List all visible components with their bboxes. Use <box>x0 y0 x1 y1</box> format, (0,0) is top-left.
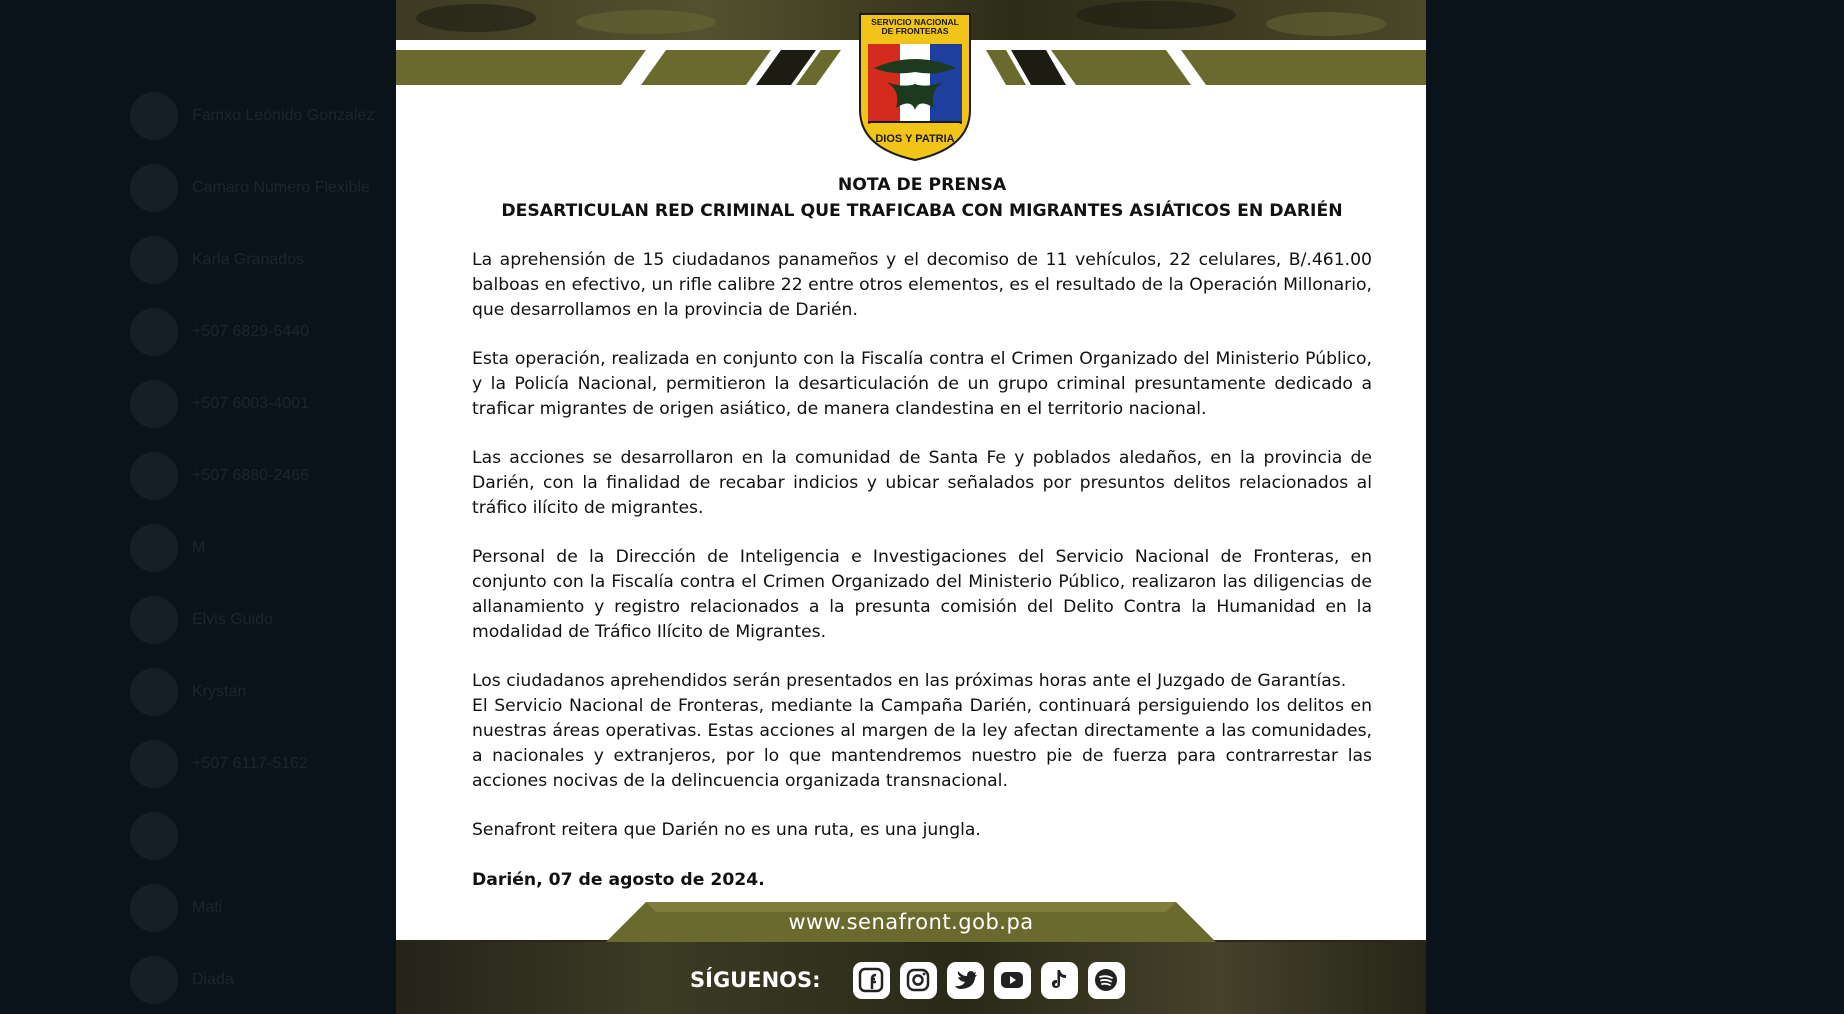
twitter-icon <box>947 962 984 999</box>
facebook-icon <box>853 962 890 999</box>
website-url: www.senafront.gob.pa <box>788 910 1034 934</box>
tiktok-icon <box>1041 962 1078 999</box>
youtube-icon <box>994 962 1031 999</box>
logo-top-text-1: SERVICIO NACIONAL <box>871 17 959 27</box>
paragraph: Esta operación, realizada en conjunto con la Fiscalía contra el Crimen Organizado del Ministerio Público, y la Policía Nacional, permitieron la desarticulación de un grupo criminal presuntamente dedicado a traficar migrantes de origen asiático, de manera clandestina en el territorio nacional. <box>472 349 1372 419</box>
senafront-logo <box>856 10 974 162</box>
paragraph: Los ciudadanos aprehendidos serán presentados en las próximas horas ante el Juzgado de Garantías. <box>472 671 1347 691</box>
social-follow-row <box>690 960 1125 1000</box>
logo-top-text-2: DE FRONTERAS <box>881 26 949 36</box>
press-release-title: DESARTICULAN RED CRIMINAL QUE TRAFICABA CON MIGRANTES ASIÁTICOS EN DARIÉN <box>501 201 1343 221</box>
press-release-label: NOTA DE PRENSA <box>837 175 1007 195</box>
press-release-image <box>396 0 1426 1014</box>
paragraph: El Servicio Nacional de Fronteras, mediante la Campaña Darién, continuará persiguiendo los delitos en nuestras áreas operativas. Estas acciones al margen de la ley afectan directamente a las comunidades, a nacionales y extranjeros, por lo que mantendremos nuestro pie de fuerza para contrarrestar las acciones nocivas de la delincuencia organizada transnacional. <box>472 696 1372 791</box>
follow-label: SÍGUENOS: <box>690 968 821 992</box>
spotify-icon <box>1088 962 1125 999</box>
paragraph: Personal de la Dirección de Inteligencia e Investigaciones del Servicio Nacional de Fronteras, en conjunto con la Fiscalía contra el Crimen Organizado del Ministerio Público, realizaron las diligencias de allanamiento y registro relacionados a la presunta comisión del Delito Contra la Humanidad en la modalidad de Tráfico Ilícito de Migrantes. <box>472 547 1372 642</box>
release-date: Darién, 07 de agosto de 2024. <box>472 870 765 890</box>
instagram-icon <box>900 962 937 999</box>
paragraph: Las acciones se desarrollaron en la comunidad de Santa Fe y poblados aledaños, en la provincia de Darién, con la finalidad de recabar indicios y ubicar señalados por presuntos delitos relacionados al tráfico ilícito de migrantes. <box>472 448 1372 518</box>
footer-band <box>396 900 1426 1014</box>
paragraph: Senafront reitera que Darién no es una ruta, es una jungla. <box>472 820 981 840</box>
logo-motto: DIOS Y PATRIA <box>875 133 955 145</box>
press-release-body <box>472 172 1372 893</box>
paragraph: La aprehensión de 15 ciudadanos panameños y el decomiso de 11 vehículos, 22 celulares, B/.461.00 balboas en efectivo, un rifle calibre 22 entre otros elementos, es el resultado de la Operación Millonario, que desarrollamos en la provincia de Darién. <box>472 250 1372 320</box>
